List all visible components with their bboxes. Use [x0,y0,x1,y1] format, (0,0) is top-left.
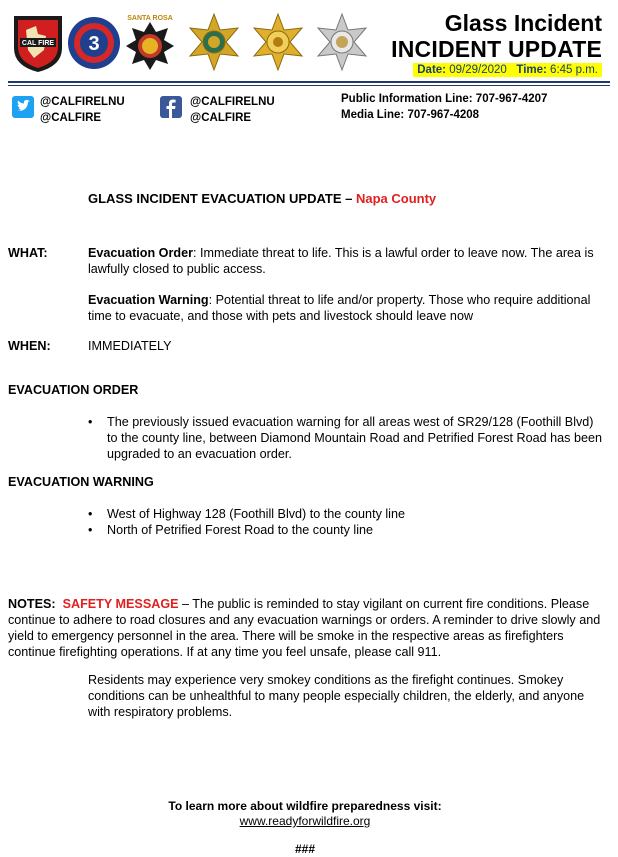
safety-message-text: – The public is reminded to stay vigilant on current fire conditions. Please continue to adhere to road closures and any evacuation warnings or orders. A reminder to drive slowly and yield to emergency personnel in the area. There will be smoke in the respective areas as firefighters continue firefighting operations. If at any time you feel unsafe, please call 911. [8,597,601,659]
date-time-banner [413,63,602,77]
facebook-handle-2: @CALFIRE [190,112,252,124]
readyforwildfire-link[interactable]: www.readyforwildfire.org [239,814,371,828]
notes-label: NOTES: [8,597,56,611]
sonoma-county-fire-logo [66,12,122,74]
incident-title: Glass Incident [444,10,602,36]
time-value: 6:45 p.m. [550,64,598,76]
napa-county-sheriff-logo [186,12,242,74]
twitter-handle-1: @CALFIRELNU [40,96,125,108]
evacuation-order-heading: EVACUATION ORDER [8,383,139,397]
sonoma-county-sheriff-logo [250,12,306,74]
safety-message-label: SAFETY MESSAGE [62,597,179,611]
warning-text: : Potential threat to life and/or property. Those who require additional time to evacuate, and those with pets and livestock should leave now [88,293,591,323]
when-label: WHEN: [8,339,51,353]
contact-lines [341,91,547,123]
warning-term: Evacuation Warning [88,293,209,307]
learn-more-text: To learn more about wildfire preparedness visit: [168,799,442,813]
evacuation-order-list [88,414,606,462]
end-mark: ### [294,842,316,856]
facebook-handle-1: @CALFIRELNU [190,96,275,108]
header-divider-thin [8,85,610,86]
list-item: • West of Highway 128 (Foothill Blvd) to the county line [88,506,606,522]
what-label: WHAT: [8,246,48,260]
svg-text:3: 3 [88,33,100,55]
evacuation-warning-definition [88,292,598,324]
evacuation-warning-heading: EVACUATION WARNING [8,475,154,489]
evacuation-warning-list [88,506,606,538]
order-term: Evacuation Order [88,246,193,260]
santa-rosa-fire-logo [122,12,178,74]
headline-text: GLASS INCIDENT EVACUATION UPDATE – [88,191,356,206]
svg-text:CAL FIRE: CAL FIRE [21,40,55,47]
twitter-icon [12,96,34,118]
evacuation-order-definition [88,245,598,277]
header-divider [8,81,610,83]
incident-update-title: INCIDENT UPDATE [391,36,602,62]
smoke-conditions-note: Residents may experience very smokey conditions as the firefight continues. Smokey conditions can be unhealthful to many people especially children, the elderly, and anyone with respiratory problems. [88,673,585,719]
cal-fire-logo [10,12,66,74]
list-item: • The previously issued evacuation warning for all areas west of SR29/128 (Foothill Blvd) to the county line, between Diamond Mountain Road and Petrified Forest Road has been upgraded to an evacuation order. [88,414,606,462]
media-line: Media Line: 707-967-4208 [341,109,480,121]
facebook-icon [160,96,182,118]
date-value: 09/29/2020 [449,64,507,76]
public-information-line: Public Information Line: 707-967-4207 [341,93,548,105]
date-label: Date: [417,64,447,76]
order-text: : Immediate threat to life. This is a lawful order to leave now. The area is lawfully closed to public access. [88,246,594,276]
list-item: • North of Petrified Forest Road to the county line [88,522,606,538]
facebook-handles [190,94,275,126]
when-value: IMMEDIATELY [88,339,172,353]
time-label: Time: [516,64,547,76]
safety-notes [8,596,608,660]
santa-rosa-police-logo [314,12,370,74]
evacuation-headline [88,191,436,207]
headline-county: Napa County [355,191,437,206]
twitter-handles [40,94,125,126]
svg-text:SANTA ROSA: SANTA ROSA [127,15,173,22]
twitter-handle-2: @CALFIRE [40,112,102,124]
